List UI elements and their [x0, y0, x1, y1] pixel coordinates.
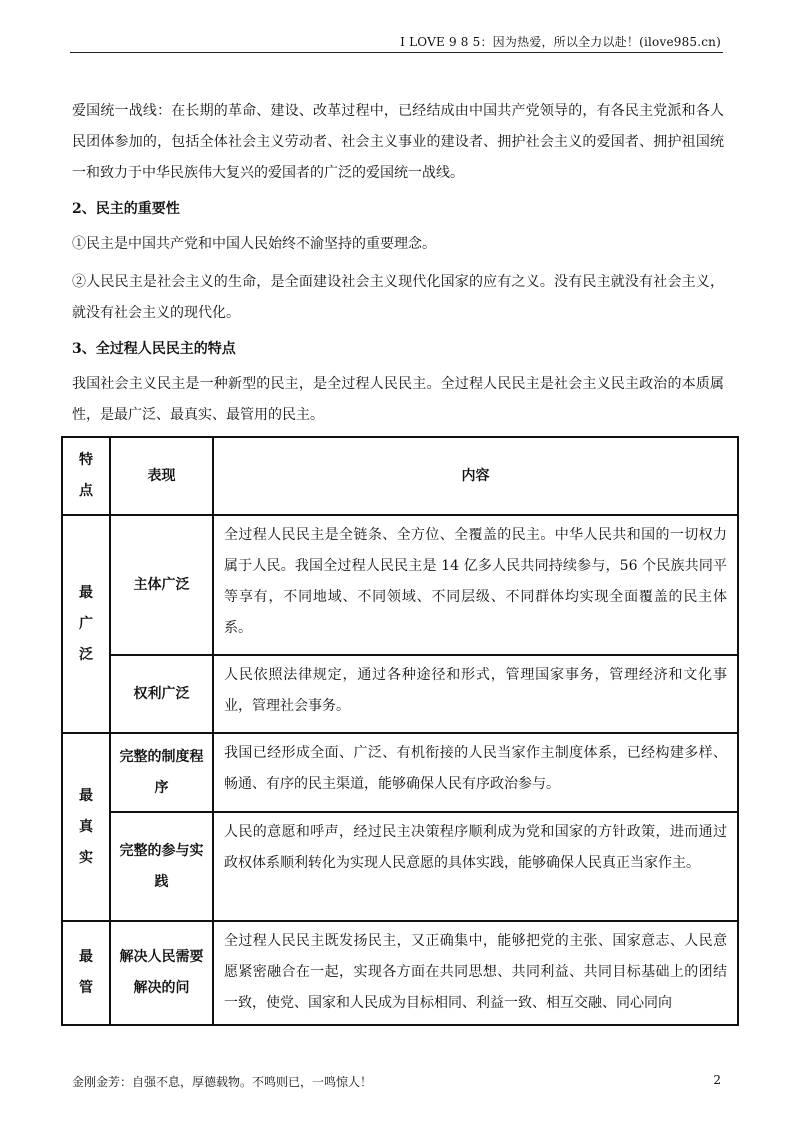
header-feature: [62, 437, 110, 515]
header-performance: 表现: [110, 437, 213, 515]
performance-cell: 完整的参与实践: [110, 812, 213, 921]
page-header: I LOVE 9 8 5：因为热爱，所以全力以赴！(ilove985.cn): [400, 35, 721, 49]
features-table: [61, 436, 739, 1026]
content-cell: 全过程人民民主是全链条、全方位、全覆盖的民主。中华人民共和国的一切权力属于人民。我国全过程人民民主是 14 亿多人民共同持续参与，56 个民族共同平等享有，不同地域、不同领域、不同层级、不同群体均实现全面覆盖的民主体系。: [213, 515, 738, 655]
content-cell: 人民依照法律规定，通过各种途径和形式，管理国家事务，管理经济和文化事业，管理社会事务。: [213, 655, 738, 733]
header-feature-char: 点: [79, 483, 93, 499]
table-row: [62, 733, 738, 812]
importance-item-1: ①民主是中国共产党和中国人民始终不渝坚持的重要理念。: [72, 236, 436, 252]
intro-paragraph: 爱国统一战线：在长期的革命、建设、改革过程中，已经结成由中国共产党领导的，有各民主党派和各人民团体参加的，包括全体社会主义劳动者、社会主义事业的建设者、拥护社会主义的爱国者、拥护祖国统一和致力于中华民族伟大复兴的爱国者的广泛的爱国统一战线。: [72, 103, 724, 181]
table-row: [62, 921, 738, 1025]
content-cell: 全过程人民民主既发扬民主，又正确集中，能够把党的主张、国家意志、人民意愿紧密融合在一起，实现各方面在共同思想、共同利益、共同目标基础上的团结一致，使党、国家和人民成为目标相同、利益一致、相互交融、同心同向: [213, 921, 738, 1025]
features-paragraph: 我国社会主义民主是一种新型的民主，是全过程人民民主。全过程人民民主是社会主义民主政治的本质属性，是最广泛、最真实、最管用的民主。: [72, 376, 724, 423]
feature-char: 最: [79, 584, 93, 601]
header-divider: [70, 52, 723, 53]
performance-cell: 完整的制度程序: [110, 733, 213, 812]
document-body: [72, 96, 724, 431]
section-heading-importance: 2、民主的重要性: [72, 201, 180, 217]
table-header-row: [62, 437, 738, 515]
performance-cell: 解决人民需要解决的问: [110, 921, 213, 1025]
performance-cell: 主体广泛: [110, 515, 213, 655]
content-cell: 人民的意愿和呼声，经过民主决策程序顺利成为党和国家的方针政策，进而通过政权体系顺利转化为实现人民意愿的具体实践，能够确保人民真正当家作主。: [213, 812, 738, 921]
feature-cell-widest: [62, 515, 110, 733]
section-heading-features: 3、全过程人民民主的特点: [72, 341, 236, 357]
feature-char: 管: [79, 980, 93, 996]
content-cell: 我国已经形成全面、广泛、有机衔接的人民当家作主制度体系，已经构建多样、畅通、有序的民主渠道，能够确保人民有序政治参与。: [213, 733, 738, 812]
performance-cell: 权利广泛: [110, 655, 213, 733]
feature-cell-truest: [62, 733, 110, 921]
table-row: [62, 812, 738, 921]
importance-item-2: ②人民民主是社会主义的生命，是全面建设社会主义现代化国家的应有之义。没有民主就没有社会主义，就没有社会主义的现代化。: [72, 274, 724, 321]
table-row: [62, 515, 738, 655]
header-content: 内容: [213, 437, 738, 515]
feature-char: 最: [79, 949, 93, 965]
header-feature-char: 特: [79, 452, 93, 468]
feature-char: 真: [79, 818, 93, 835]
page-footer: 金刚金芳：自强不息，厚德载物。不鸣则已，一鸣惊人！: [72, 1075, 373, 1089]
feature-char: 最: [79, 787, 93, 804]
feature-char: 广: [79, 615, 93, 632]
page-number: 2: [713, 1073, 721, 1087]
feature-char: 实: [79, 849, 93, 866]
table-row: [62, 655, 738, 733]
feature-char: 泛: [79, 646, 93, 663]
feature-cell-most-useful: [62, 921, 110, 1025]
